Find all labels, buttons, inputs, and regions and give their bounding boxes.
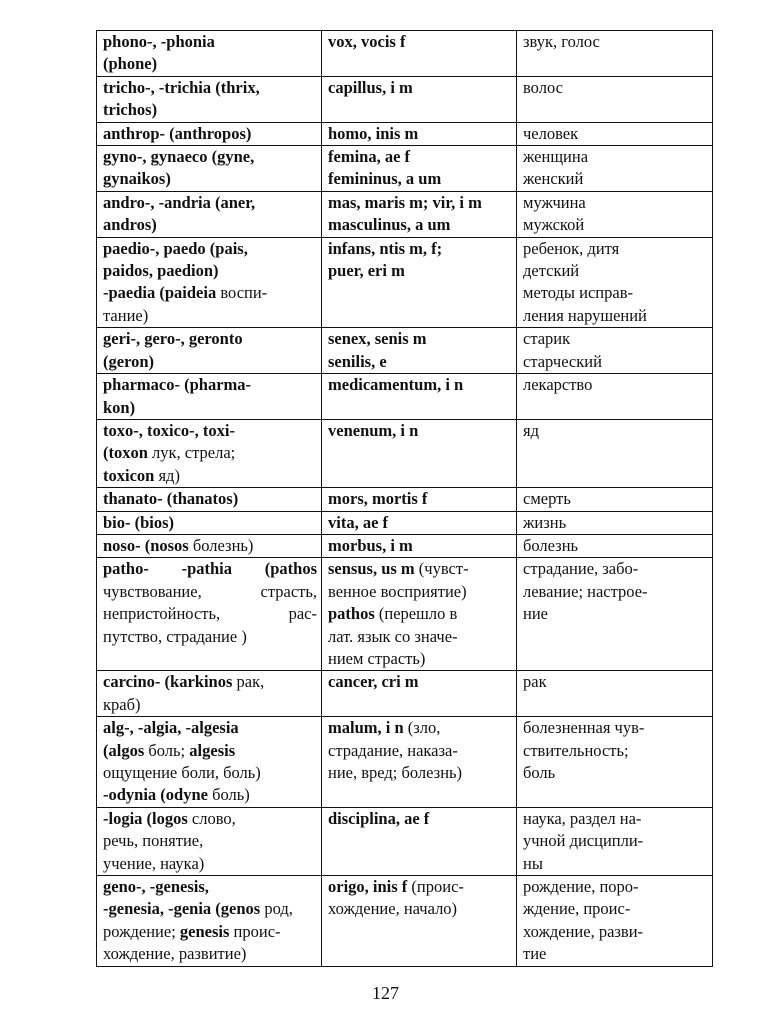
greek-root: toxo-, toxico-, toxi- xyxy=(103,420,235,440)
root-gloss: слово, xyxy=(191,808,236,828)
greek-root: paedio-, paedo (pais, xyxy=(103,238,248,258)
latin-term: infans, ntis m, f; xyxy=(328,238,443,258)
russian-cell xyxy=(517,671,713,717)
greek-root: kon) xyxy=(103,397,136,417)
greek-root: gynaikos) xyxy=(103,169,171,189)
table-row xyxy=(97,558,713,671)
table-row xyxy=(97,31,713,77)
table-row xyxy=(97,876,713,967)
latin-cell xyxy=(322,122,517,145)
latin-gloss: (зло, xyxy=(407,718,441,738)
latin-cell xyxy=(322,558,517,671)
root-gloss: чувствование, страсть, xyxy=(103,581,317,601)
russian-cell xyxy=(517,876,713,967)
russian-meaning: волос xyxy=(523,77,563,97)
latin-cell xyxy=(322,876,517,967)
root-cell xyxy=(97,76,322,122)
russian-meaning: тие xyxy=(523,944,547,964)
russian-cell xyxy=(517,717,713,808)
russian-meaning: учной дисципли- xyxy=(523,831,644,851)
latin-cell xyxy=(322,717,517,808)
table-row xyxy=(97,717,713,808)
latin-cell xyxy=(322,671,517,717)
latin-term: femina, ae f xyxy=(328,147,411,167)
greek-root: carcino- (karkinos xyxy=(103,672,233,692)
latin-cell xyxy=(322,511,517,534)
latin-gloss: лат. язык со значе- xyxy=(328,626,458,646)
latin-term: mas, maris m; vir, i m xyxy=(328,192,482,212)
root-cell xyxy=(97,671,322,717)
root-gloss: хождение, развитие) xyxy=(103,944,247,964)
table-row xyxy=(97,419,713,487)
latin-gloss: (проис- xyxy=(411,877,464,897)
russian-meaning: мужчина xyxy=(523,192,586,212)
root-gloss: путство, страдание ) xyxy=(103,626,247,646)
russian-cell xyxy=(517,31,713,77)
greek-root: algesis xyxy=(189,740,236,760)
latin-term: capillus, i m xyxy=(328,77,413,97)
table-row xyxy=(97,488,713,511)
russian-meaning: лекарство xyxy=(523,375,593,395)
russian-meaning: ние xyxy=(523,604,548,624)
latin-term: pathos xyxy=(328,604,375,624)
root-gloss: род, xyxy=(264,899,293,919)
russian-meaning: рождение, поро- xyxy=(523,877,639,897)
root-cell xyxy=(97,374,322,420)
table-row xyxy=(97,511,713,534)
latin-term: venenum, i n xyxy=(328,420,419,440)
russian-cell xyxy=(517,488,713,511)
russian-meaning: хождение, разви- xyxy=(523,921,644,941)
table-row xyxy=(97,534,713,557)
latin-cell xyxy=(322,488,517,511)
greek-root: (phone) xyxy=(103,54,158,74)
root-cell xyxy=(97,488,322,511)
root-gloss: боль) xyxy=(212,785,250,805)
latin-cell xyxy=(322,419,517,487)
russian-meaning: ребенок, дитя xyxy=(523,238,620,258)
greek-root: (toxon xyxy=(103,443,148,463)
latin-cell xyxy=(322,76,517,122)
latin-cell xyxy=(322,146,517,192)
russian-meaning: яд xyxy=(523,420,539,440)
latin-term: homo, inis m xyxy=(328,123,419,143)
latin-cell xyxy=(322,374,517,420)
latin-gloss: (перешло в xyxy=(378,604,458,624)
root-cell xyxy=(97,122,322,145)
russian-cell xyxy=(517,511,713,534)
root-gloss: учение, наука) xyxy=(103,853,205,873)
table-row xyxy=(97,807,713,875)
latin-term: malum, i n xyxy=(328,718,404,738)
russian-meaning: ствительность; xyxy=(523,740,629,760)
latin-cell xyxy=(322,191,517,237)
greek-root: andros) xyxy=(103,215,157,235)
root-cell xyxy=(97,328,322,374)
table-row xyxy=(97,122,713,145)
russian-meaning: смерть xyxy=(523,489,571,509)
greek-root: -genesia, -genia (genos xyxy=(103,899,261,919)
latin-term: senex, senis m xyxy=(328,329,427,349)
russian-meaning: наука, раздел на- xyxy=(523,808,642,828)
greek-root: paidos, paedion) xyxy=(103,261,219,281)
latin-term: femininus, a um xyxy=(328,169,442,189)
root-cell xyxy=(97,511,322,534)
russian-meaning: женский xyxy=(523,169,584,189)
russian-meaning: ждение, проис- xyxy=(523,899,631,919)
latin-term: morbus, i m xyxy=(328,535,413,555)
russian-meaning: болезненная чув- xyxy=(523,718,645,738)
latin-term: sensus, us m xyxy=(328,559,415,579)
root-gloss: рак, xyxy=(236,672,265,692)
russian-meaning: болезнь xyxy=(523,535,579,555)
latin-gloss: венное восприятие) xyxy=(328,581,467,601)
russian-cell xyxy=(517,328,713,374)
greek-root: -odynia (odyne xyxy=(103,785,208,805)
russian-meaning: ны xyxy=(523,853,543,873)
latin-gloss: страдание, наказа- xyxy=(328,740,458,760)
russian-meaning: старик xyxy=(523,329,571,349)
latin-cell xyxy=(322,807,517,875)
greek-root: geno-, -genesis, xyxy=(103,877,209,897)
russian-cell xyxy=(517,534,713,557)
latin-cell xyxy=(322,31,517,77)
russian-meaning: левание; настрое- xyxy=(523,581,648,601)
root-cell xyxy=(97,146,322,192)
root-gloss: боль; xyxy=(148,740,186,760)
root-cell xyxy=(97,237,322,328)
russian-meaning: страдание, забо- xyxy=(523,559,639,579)
russian-cell xyxy=(517,558,713,671)
root-cell xyxy=(97,419,322,487)
latin-term: cancer, cri m xyxy=(328,672,419,692)
root-gloss: воспи- xyxy=(220,283,268,303)
latin-term: vita, ae f xyxy=(328,512,389,532)
russian-cell xyxy=(517,76,713,122)
russian-meaning: ления нарушений xyxy=(523,305,647,325)
russian-cell xyxy=(517,374,713,420)
table-row xyxy=(97,671,713,717)
root-cell xyxy=(97,876,322,967)
greek-root: trichos) xyxy=(103,100,158,120)
table-row xyxy=(97,374,713,420)
table-row xyxy=(97,191,713,237)
root-cell xyxy=(97,31,322,77)
greek-root: (geron) xyxy=(103,351,155,371)
russian-cell xyxy=(517,419,713,487)
root-gloss: лук, стрела; xyxy=(152,443,236,463)
greek-root: patho- -pathia (pathos xyxy=(103,559,317,579)
greek-root: phono-, -phonia xyxy=(103,32,215,51)
root-cell xyxy=(97,717,322,808)
greek-root: (algos xyxy=(103,740,145,760)
root-gloss: проис- xyxy=(233,921,281,941)
latin-cell xyxy=(322,534,517,557)
latin-term: medicamentum, i n xyxy=(328,375,464,395)
latin-gloss: нием страсть) xyxy=(328,648,426,668)
greek-root: pharmaco- (pharma- xyxy=(103,375,252,395)
root-gloss: ощущение боли, боль) xyxy=(103,763,261,782)
latin-term: puer, eri m xyxy=(328,261,405,281)
root-gloss: тание) xyxy=(103,305,149,325)
russian-cell xyxy=(517,191,713,237)
russian-meaning: женщина xyxy=(523,147,589,167)
latin-gloss: (чувст- xyxy=(418,559,469,579)
russian-meaning: методы исправ- xyxy=(523,283,633,303)
root-cell xyxy=(97,191,322,237)
root-gloss: краб) xyxy=(103,694,141,714)
latin-term: mors, mortis f xyxy=(328,489,428,509)
russian-meaning: человек xyxy=(523,123,579,143)
greek-root: andro-, -andria (aner, xyxy=(103,192,256,212)
table-row xyxy=(97,237,713,328)
russian-meaning: старческий xyxy=(523,351,602,371)
russian-cell xyxy=(517,122,713,145)
latin-gloss: ние, вред; болезнь) xyxy=(328,763,463,782)
russian-meaning: мужской xyxy=(523,215,585,235)
latin-term: masculinus, a um xyxy=(328,215,451,235)
root-gloss: яд) xyxy=(158,465,180,485)
latin-gloss: хождение, начало) xyxy=(328,899,458,919)
greek-root: bio- (bios) xyxy=(103,512,175,532)
root-cell xyxy=(97,807,322,875)
root-cell xyxy=(97,534,322,557)
greek-root: anthrop- (anthropos) xyxy=(103,123,252,143)
russian-cell xyxy=(517,146,713,192)
greek-root: thanato- (thanatos) xyxy=(103,489,239,509)
greek-root: genesis xyxy=(179,921,230,941)
greek-root: -paedia (paideia xyxy=(103,283,217,303)
table-row xyxy=(97,76,713,122)
russian-cell xyxy=(517,237,713,328)
table-row xyxy=(97,146,713,192)
greek-root: noso- (nosos xyxy=(103,535,189,555)
russian-meaning: жизнь xyxy=(523,512,567,532)
root-gloss: рождение; xyxy=(103,921,176,941)
greek-root: tricho-, -trichia (thrix, xyxy=(103,77,260,97)
greek-root: -logia (logos xyxy=(103,808,188,828)
greek-root: gyno-, gynaeco (gyne, xyxy=(103,147,255,167)
russian-meaning: рак xyxy=(523,672,547,692)
table-row xyxy=(97,328,713,374)
root-gloss: речь, понятие, xyxy=(103,831,204,851)
latin-term: senilis, e xyxy=(328,351,387,371)
root-gloss: непристойность, рас- xyxy=(103,604,317,624)
greek-root: alg-, -algia, -algesia xyxy=(103,718,239,738)
latin-term: origo, inis f xyxy=(328,877,408,897)
latin-term: vox, vocis f xyxy=(328,32,406,51)
root-gloss: болезнь) xyxy=(192,535,254,555)
terms-table xyxy=(96,30,713,967)
russian-meaning: звук, голос xyxy=(523,32,600,51)
latin-term: disciplina, ae f xyxy=(328,808,430,828)
latin-cell xyxy=(322,328,517,374)
greek-root: toxicon xyxy=(103,465,155,485)
russian-meaning: детский xyxy=(523,261,580,281)
root-cell xyxy=(97,558,322,671)
greek-root: geri-, gero-, geronto xyxy=(103,329,243,349)
page-number: 127 xyxy=(372,983,399,1003)
latin-cell xyxy=(322,237,517,328)
russian-meaning: боль xyxy=(523,763,556,782)
russian-cell xyxy=(517,807,713,875)
